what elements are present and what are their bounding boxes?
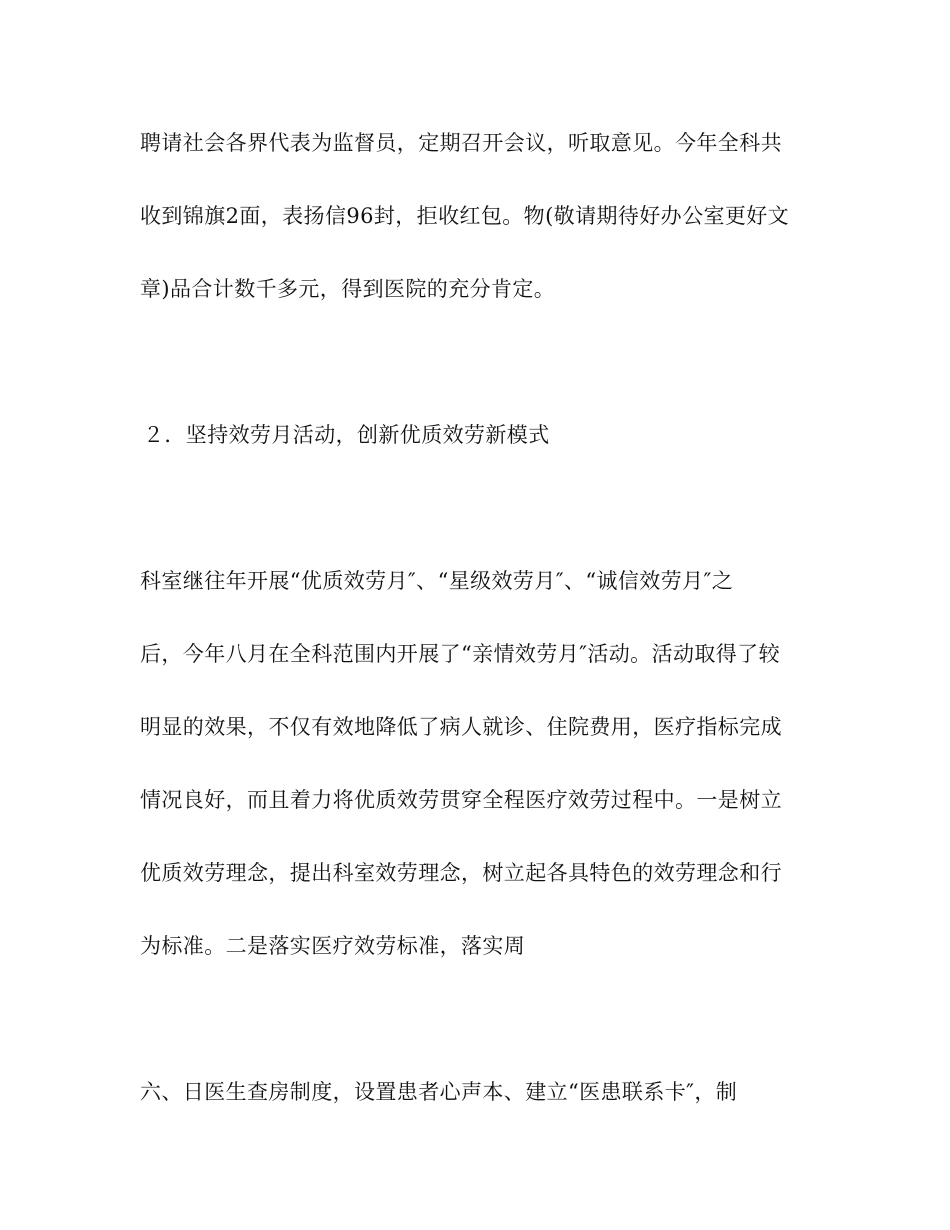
paragraph-1-line-3: 章)品合计数千多元，得到医院的充分肯定。 bbox=[140, 277, 556, 301]
section-heading: ２．坚持效劳月活动，创新优质效劳新模式 bbox=[143, 423, 550, 447]
paragraph-1-line-2: 收到锦旗2面，表扬信96封，拒收红包。物(敬请期待好办公室更好文 bbox=[140, 204, 790, 228]
paragraph-2-line-3: 明显的效果，不仅有效地降低了病人就诊、住院费用，医疗指标完成 bbox=[140, 715, 782, 739]
paragraph-2-line-5: 优质效劳理念，提出科室效劳理念，树立起各具特色的效劳理念和行 bbox=[140, 861, 782, 885]
paragraph-3-line-1: 六、日医生查房制度，设置患者心声本、建立“医患联系卡″，制 bbox=[140, 1080, 738, 1104]
paragraph-2-line-4: 情况良好，而且着力将优质效劳贯穿全程医疗效劳过程中。一是树立 bbox=[140, 788, 782, 812]
paragraph-2-line-6: 为标准。二是落实医疗效劳标准，落实周 bbox=[140, 934, 526, 958]
paragraph-2-line-1: 科室继往年开展“优质效劳月″、“星级效劳月″、“诚信效劳月″之 bbox=[140, 569, 734, 593]
paragraph-1-line-1: 聘请社会各界代表为监督员，定期召开会议，听取意见。今年全科共 bbox=[140, 131, 782, 155]
paragraph-2-line-2: 后，今年八月在全科范围内开展了“亲情效劳月″活动。活动取得了较 bbox=[140, 642, 780, 666]
